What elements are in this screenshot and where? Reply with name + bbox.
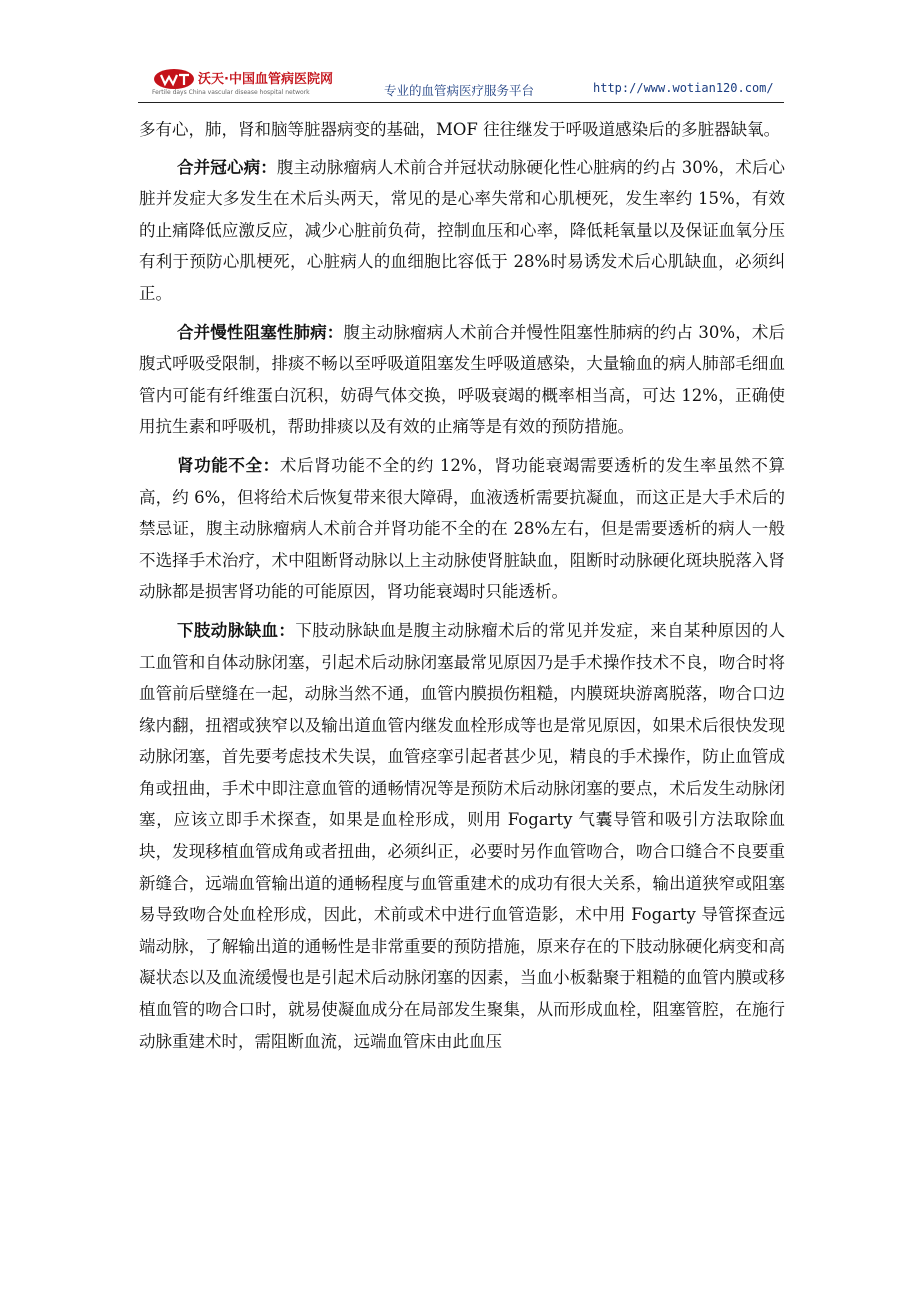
page-header [138, 60, 784, 103]
section-text: 术后肾功能不全的约 12%，肾功能衰竭需要透析的发生率虽然不算高，约 6%，但将给术后恢复带来很大障碍，血液透析需要抗凝血，而这正是大手术后的禁忌证，腹主动脉瘤病人术前合并肾功能不全的在 28%左右，但是需要透析的病人一般不选择手术治疗，术中阻断肾动脉以上主动脉使肾脏缺血，阻断时动脉硬化斑块脱落入肾动脉都是损害肾功能的可能原因，肾功能衰竭时只能透析。 [139, 455, 786, 602]
paragraph-renal-insufficiency [139, 450, 785, 608]
section-text: 腹主动脉瘤病人术前合并慢性阻塞性肺病的约占 30%，术后腹式呼吸受限制，排痰不畅以至呼吸道阻塞发生呼吸道感染，大量输血的病人肺部毛细血管内可能有纤维蛋白沉积，妨碍气体交换，呼吸衰竭的概率相当高，可达 12%，正确使用抗生素和呼吸机，帮助排痰以及有效的止痛等是有效的预防措施。 [139, 322, 785, 437]
section-text: 下肢动脉缺血是腹主动脉瘤术后的常见并发症，来自某种原因的人工血管和自体动脉闭塞，引起术后动脉闭塞最常见原因乃是手术操作技术不良，吻合时将血管前后壁缝在一起，动脉当然不通，血管内膜损伤粗糙，内膜斑块游离脱落，吻合口边缘内翻，扭褶或狭窄以及输出道血管内继发血栓形成等也是常见原因，如果术后很快发现动脉闭塞，首先要考虑技术失误，血管痉挛引起者甚少见，精良的手术操作，防止血管成角或扭曲，手术中即注意血管的通畅情况等是预防术后动脉闭塞的要点，术后发生动脉闭塞，应该立即手术探查，如果是血栓形成，则用 Fogarty 气囊导管和吸引方法取除血块，发现移植血管成角或者扭曲，必须纠正，必要时另作血管吻合，吻合口缝合不良要重新缝合，远端血管输出道的通畅程度与血管重建术的成功有很大关系，输出道狭窄或阻塞易导致吻合处血栓形成，因此，术前或术中进行血管造影，术中用 Fogarty 导管探查远端动脉，了解输出道的通畅性是非常重要的预防措施，原来存在的下肢动脉硬化病变和高凝状态以及血流缓慢也是引起术后动脉闭塞的因素，当血小板黏聚于粗糙的血管内膜或移植血管的吻合口时，就易使凝血成分在局部发生聚集，从而形成血栓，阻塞管腔，在施行动脉重建术时，需阻断血流，远端血管床由此血压 [139, 620, 786, 1051]
document-body [139, 114, 785, 1064]
paragraph-copd [139, 317, 785, 443]
section-term: 肾功能不全： [177, 455, 280, 475]
site-logo[interactable] [152, 64, 352, 98]
logo-title: 沃天·中国血管病医院网 [198, 72, 333, 87]
site-url-link[interactable]: http://www.wotian120.com/ [593, 81, 774, 95]
section-text: 腹主动脉瘤病人术前合并冠状动脉硬化性心脏病的约占 30%，术后心脏并发症大多发生在术后头两天，常见的是心率失常和心肌梗死，发生率约 15%，有效的止痛降低应激反应，减少心脏前负荷，控制血压和心率，降低耗氧量以及保证血氧分压有利于预防心肌梗死，心脏病人的血细胞比容低于 28%时易诱发术后心肌缺血，必须纠正。 [139, 157, 786, 303]
section-term: 合并慢性阻塞性肺病： [177, 322, 344, 342]
section-term: 合并冠心病： [177, 157, 277, 177]
paragraph-limb-ischemia [139, 615, 785, 1057]
logo-subtitle: Fertile days China vascular disease hospital network [152, 89, 310, 96]
paragraph-coronary-disease [139, 152, 785, 310]
intro-paragraph: 多有心，肺，肾和脑等脏器病变的基础，MOF 往往继发于呼吸道感染后的多脏器缺氧。 [139, 120, 781, 139]
site-slogan: 专业的血管病医疗服务平台 [384, 83, 535, 98]
section-term: 下肢动脉缺血： [177, 620, 296, 640]
